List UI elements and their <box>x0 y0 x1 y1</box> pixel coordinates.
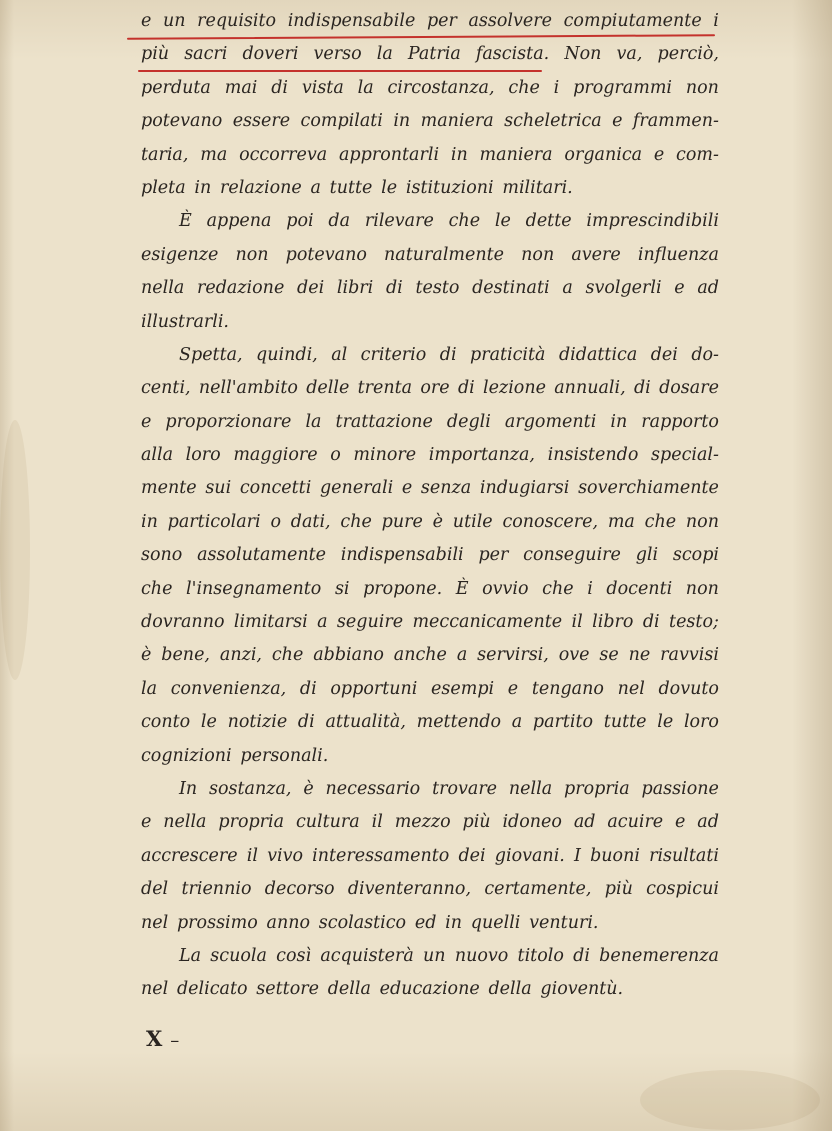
text-line: potevano essere compilati in maniera scheletrica e frammen- <box>141 111 719 132</box>
text-line: più sacri doveri verso la Patria fascista. Non va, perciò, <box>141 44 719 65</box>
text-line: e nella propria cultura il mezzo più idoneo ad acuire e ad <box>141 812 719 833</box>
text-line: pleta in relazione a tutte le istituzioni militari. <box>141 177 573 198</box>
paper-stain <box>0 420 30 680</box>
body-text <box>141 5 719 1007</box>
text-line: centi, nell'ambito delle trenta ore di lezione annuali, di dosare <box>141 378 719 399</box>
paragraph <box>141 773 719 940</box>
text-line: nel delicato settore della educazione della gioventù. <box>141 979 624 1000</box>
text-line: conto le notizie di attualità, mettendo a partito tutte le loro <box>141 712 719 733</box>
footer-dash: – <box>170 1030 180 1051</box>
paragraph <box>141 205 719 339</box>
text-line: In sostanza, è necessario trovare nella propria passione <box>179 778 719 799</box>
text-line: alla loro maggiore o minore importanza, insistendo special- <box>141 445 719 466</box>
text-line: e proporzionare la trattazione degli argomenti in rapporto <box>141 411 719 432</box>
text-line: taria, ma occorreva approntarli in maniera organica e com- <box>141 144 719 165</box>
text-line: dovranno limitarsi a seguire meccanicamente il libro di testo; <box>141 612 719 633</box>
text-line: del triennio decorso diventeranno, certamente, più cospicui <box>141 879 719 900</box>
text-line: Spetta, quindi, al criterio di praticità didattica dei do- <box>179 344 719 365</box>
text-line: è bene, anzi, che abbiano anche a servirsi, ove se ne ravvisi <box>141 645 719 666</box>
text-line: la convenienza, di opportuni esempi e tengano nel dovuto <box>141 678 719 699</box>
text-line: La scuola così acquisterà un nuovo titolo di benemerenza <box>179 945 719 966</box>
paragraph <box>141 5 719 205</box>
text-line: mente sui concetti generali e senza indugiarsi soverchiamente <box>141 478 719 499</box>
text-line: accrescere il vivo interessamento dei giovani. I buoni risultati <box>141 845 719 866</box>
paragraph <box>141 940 719 1007</box>
text-line: illustrarli. <box>141 311 229 332</box>
text-line: nel prossimo anno scolastico ed in quelli venturi. <box>141 912 599 933</box>
text-line: e un requisito indispensabile per assolvere compiutamente i <box>141 11 719 31</box>
text-line: nella redazione dei libri di testo destinati a svolgerli e ad <box>141 278 719 299</box>
paper-stain <box>640 1070 820 1130</box>
text-line: in particolari o dati, che pure è utile conoscere, ma che non <box>141 511 719 532</box>
page-footer <box>146 1026 179 1051</box>
text-line: sono assolutamente indispensabili per conseguire gli scopi <box>141 545 719 566</box>
text-line: esigenze non potevano naturalmente non avere influenza <box>141 244 719 265</box>
text-line: perduta mai di vista la circostanza, che i programmi non <box>141 77 719 98</box>
text-line: cognizioni personali. <box>141 745 329 766</box>
page-number: X <box>146 1026 163 1051</box>
paragraph <box>141 339 719 773</box>
text-line: che l'insegnamento si propone. È ovvio che i docenti non <box>141 578 719 599</box>
text-line: È appena poi da rilevare che le dette imprescindibili <box>179 211 719 232</box>
